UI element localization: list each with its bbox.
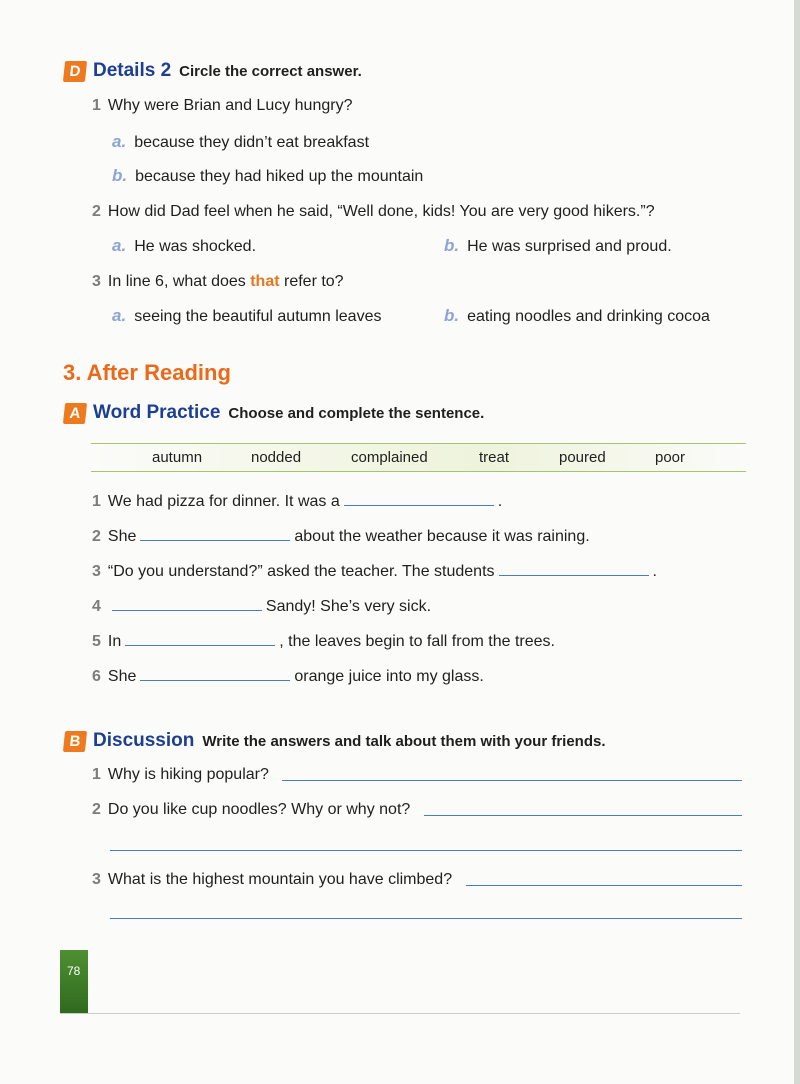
sentence-text: In xyxy=(107,633,122,650)
discussion-header xyxy=(64,730,606,752)
option-letter: b. xyxy=(112,166,128,185)
highlighted-word: that xyxy=(250,273,280,290)
details2-q3-option-a[interactable] xyxy=(112,306,381,326)
sentence-number: 6 xyxy=(92,668,101,685)
word-practice-sentence-3 xyxy=(92,561,657,581)
question-text: What is the highest mountain you have climbed? xyxy=(107,871,453,888)
answer-blank[interactable] xyxy=(140,526,290,541)
details2-question-2 xyxy=(92,203,655,221)
question-text-start: In line 6, what does xyxy=(107,273,251,290)
discussion-question-2 xyxy=(92,801,410,819)
answer-blank[interactable] xyxy=(125,631,275,646)
word-practice-sentence-4 xyxy=(92,596,431,616)
details2-instruction: Circle the correct answer. xyxy=(179,63,362,80)
answer-blank[interactable] xyxy=(112,596,262,611)
page-edge xyxy=(794,0,800,1084)
answer-line[interactable] xyxy=(110,850,742,851)
answer-blank[interactable] xyxy=(344,491,494,506)
question-text: Why is hiking popular? xyxy=(107,766,269,783)
sentence-text: She xyxy=(107,668,137,685)
answer-blank[interactable] xyxy=(499,561,649,576)
sentence-text: . xyxy=(497,493,503,510)
answer-line[interactable] xyxy=(110,918,742,919)
discussion-badge: B xyxy=(63,731,87,752)
details2-header xyxy=(64,60,362,82)
details2-question-1 xyxy=(92,97,352,115)
word-bank-item: treat xyxy=(479,449,510,466)
word-bank xyxy=(91,443,746,472)
option-text: He was surprised and proud. xyxy=(467,238,672,255)
option-letter: a. xyxy=(112,236,127,255)
sentence-text: , the leaves begin to fall from the trees. xyxy=(279,633,555,650)
footer-rule xyxy=(60,1013,740,1014)
word-practice-instruction: Choose and complete the sentence. xyxy=(228,405,485,422)
discussion-question-3 xyxy=(92,871,452,889)
question-text-end: refer to? xyxy=(279,273,344,290)
sentence-number: 1 xyxy=(92,493,101,510)
option-letter: a. xyxy=(112,306,127,325)
details2-q1-option-b[interactable] xyxy=(112,166,423,186)
details2-title: Details 2 xyxy=(93,60,172,81)
details2-badge: D xyxy=(63,61,87,82)
sentence-text: . xyxy=(652,563,657,580)
details2-q3-option-b[interactable] xyxy=(444,306,710,326)
word-practice-sentence-1 xyxy=(92,491,502,511)
details2-q2-option-a[interactable] xyxy=(112,236,256,256)
sentence-number: 3 xyxy=(92,563,101,580)
details2-question-3 xyxy=(92,273,344,291)
sentence-text: “Do you understand?” asked the teacher. The students xyxy=(107,563,495,580)
question-number: 3 xyxy=(92,871,101,888)
option-letter: b. xyxy=(444,236,460,255)
word-practice-header xyxy=(64,402,484,424)
sentence-text: We had pizza for dinner. It was a xyxy=(107,493,340,510)
word-bank-item: poured xyxy=(559,449,606,466)
word-practice-badge: A xyxy=(63,403,87,424)
discussion-question-1 xyxy=(92,766,269,784)
word-practice-title: Word Practice xyxy=(93,402,221,423)
sentence-number: 2 xyxy=(92,528,101,545)
option-text: because they had hiked up the mountain xyxy=(135,168,424,185)
option-text: seeing the beautiful autumn leaves xyxy=(134,308,382,325)
question-number: 3 xyxy=(92,273,101,290)
answer-line[interactable] xyxy=(466,885,742,886)
sentence-text: about the weather because it was raining. xyxy=(294,528,590,545)
question-number: 1 xyxy=(92,97,101,114)
question-text: How did Dad feel when he said, “Well done, kids! You are very good hikers.”? xyxy=(107,203,655,220)
question-number: 2 xyxy=(92,801,101,818)
answer-line[interactable] xyxy=(282,780,742,781)
word-practice-sentence-5 xyxy=(92,631,555,651)
discussion-instruction: Write the answers and talk about them with your friends. xyxy=(202,733,606,750)
question-number: 2 xyxy=(92,203,101,220)
word-bank-item: poor xyxy=(655,449,686,466)
option-text: because they didn’t eat breakfast xyxy=(134,134,370,151)
details2-q2-option-b[interactable] xyxy=(444,236,672,256)
page-number: 78 xyxy=(67,964,81,978)
question-number: 1 xyxy=(92,766,101,783)
option-text: He was shocked. xyxy=(134,238,257,255)
sentence-text: Sandy! She’s very sick. xyxy=(265,598,432,615)
word-bank-item: complained xyxy=(351,449,428,466)
option-text: eating noodles and drinking cocoa xyxy=(467,308,710,325)
sentence-number: 4 xyxy=(92,598,101,615)
option-letter: b. xyxy=(444,306,460,325)
sentence-text: orange juice into my glass. xyxy=(294,668,484,685)
page-number-tab xyxy=(60,950,88,1014)
answer-line[interactable] xyxy=(424,815,742,816)
after-reading-title: 3. After Reading xyxy=(63,360,231,385)
word-bank-item: nodded xyxy=(251,449,302,466)
sentence-number: 5 xyxy=(92,633,101,650)
discussion-title: Discussion xyxy=(93,730,195,751)
details2-q1-option-a[interactable] xyxy=(112,132,369,152)
option-letter: a. xyxy=(112,132,127,151)
word-practice-sentence-6 xyxy=(92,666,484,686)
answer-blank[interactable] xyxy=(140,666,290,681)
word-practice-sentence-2 xyxy=(92,526,590,546)
word-bank-item: autumn xyxy=(152,449,203,466)
sentence-text: She xyxy=(107,528,137,545)
question-text: Why were Brian and Lucy hungry? xyxy=(107,97,353,114)
question-text: Do you like cup noodles? Why or why not? xyxy=(107,801,411,818)
